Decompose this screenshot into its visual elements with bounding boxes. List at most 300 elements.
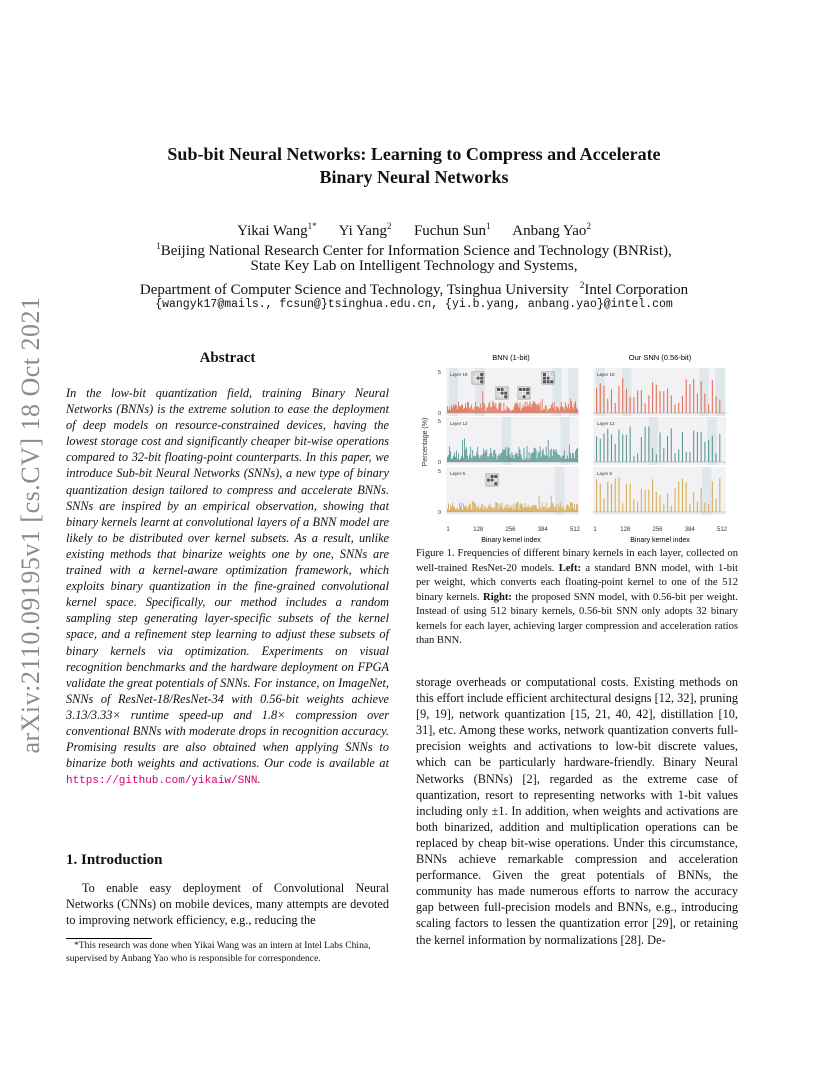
kernel-frequency-bar: [607, 482, 608, 512]
kernel-frequency-bar: [656, 492, 657, 512]
kernel-frequency-bar: [559, 507, 560, 512]
kernel-frequency-bar: [456, 451, 457, 462]
kernel-frequency-bar: [488, 456, 489, 462]
kernel-frequency-bar: [491, 407, 492, 413]
kernel-frequency-bar: [667, 493, 668, 512]
kernel-frequency-bar: [697, 501, 698, 512]
kernel-frequency-bar: [566, 505, 567, 512]
kernel-frequency-bar: [633, 397, 634, 413]
kernel-frequency-bar: [480, 455, 481, 462]
kernel-frequency-bar: [573, 409, 574, 413]
kernel-frequency-bar: [567, 455, 568, 462]
kernel-frequency-bar: [686, 452, 687, 462]
kernel-frequency-bar: [693, 431, 694, 462]
kernel-frequency-bar: [519, 407, 520, 413]
kernel-frequency-bar: [482, 504, 483, 512]
kernel-frequency-bar: [450, 505, 451, 512]
kernel-frequency-bar: [499, 456, 500, 462]
kernel-frequency-bar: [537, 404, 538, 413]
kernel-frequency-bar: [493, 509, 494, 512]
kernel-frequency-bar: [507, 508, 508, 512]
kernel-frequency-bar: [492, 457, 493, 462]
kernel-frequency-bar: [701, 432, 702, 462]
kernel-frequency-bar: [561, 458, 562, 462]
kernel-frequency-bar: [615, 444, 616, 462]
kernel-frequency-bar: [637, 390, 638, 413]
kernel-cell: [550, 373, 553, 376]
kernel-frequency-bar: [535, 448, 536, 462]
kernel-frequency-bar: [447, 457, 448, 462]
kernel-frequency-bar: [455, 509, 456, 512]
kernel-frequency-bar: [576, 407, 577, 413]
kernel-frequency-bar: [519, 509, 520, 512]
figure-caption: Figure 1. Frequencies of different binary kernels in each layer, collected on well-trained ResNet-20 models. Left: a standard BNN model, with 1-bit per weight, which converts each floating-point kernel to one of the 512 binary kernels. Right: the proposed SNN model, with 0.56-bit per weight. Instead of using 512 binary kernels, 0.56-bit SNN only adopts 32 binary kernels for each layer, achieving larger compression and acceleration ratios than BNN.: [416, 548, 739, 646]
kernel-frequency-bar: [495, 502, 496, 512]
x-tick-label: 512: [716, 527, 728, 533]
kernel-frequency-bar: [555, 452, 556, 462]
kernel-frequency-bar: [455, 457, 456, 462]
kernel-frequency-bar: [545, 508, 546, 512]
kernel-cell: [547, 380, 550, 383]
kernel-frequency-bar: [489, 504, 490, 512]
kernel-frequency-bar: [554, 508, 555, 512]
x-tick-label: 1: [446, 527, 450, 533]
kernel-frequency-bar: [464, 438, 465, 462]
kernel-frequency-bar: [697, 432, 698, 462]
kernel-frequency-bar: [456, 509, 457, 512]
kernel-frequency-bar: [552, 403, 553, 413]
kernel-frequency-bar: [489, 401, 490, 413]
kernel-frequency-bar: [618, 386, 619, 413]
kernel-frequency-bar: [543, 449, 544, 462]
kernel-cell: [526, 395, 529, 398]
kernel-frequency-bar: [573, 453, 574, 462]
kernel-frequency-bar: [484, 506, 485, 512]
kernel-frequency-bar: [531, 453, 532, 462]
kernel-frequency-bar: [508, 448, 509, 462]
kernel-frequency-bar: [523, 507, 524, 512]
kernel-frequency-bar: [535, 403, 536, 413]
kernel-frequency-bar: [474, 407, 475, 413]
kernel-cell: [501, 395, 504, 398]
kernel-frequency-bar: [541, 509, 542, 512]
kernel-frequency-bar: [719, 400, 720, 413]
author: Yikai Wang$^{1*}$: [237, 221, 317, 239]
kernel-frequency-bar: [508, 505, 509, 512]
kernel-frequency-bar: [615, 478, 616, 512]
x-tick-label: 256: [652, 527, 663, 533]
kernel-cell: [491, 479, 494, 482]
y-tick-label: 0: [438, 411, 442, 417]
kernel-frequency-bar: [495, 403, 496, 413]
kernel-frequency-bar: [600, 383, 601, 413]
kernel-frequency-bar: [689, 384, 690, 413]
kernel-frequency-bar: [603, 386, 604, 413]
kernel-frequency-bar: [532, 404, 533, 413]
kernel-frequency-bar: [450, 410, 451, 413]
layer-label: Layer 19: [450, 372, 468, 377]
kernel-frequency-bar: [540, 507, 541, 512]
kernel-frequency-bar: [526, 407, 527, 413]
kernel-frequency-bar: [463, 458, 464, 462]
kernel-frequency-bar: [545, 406, 546, 413]
kernel-cell: [494, 475, 497, 478]
x-tick-label: 1: [593, 527, 597, 533]
kernel-cell: [477, 377, 480, 380]
kernel-frequency-bar: [546, 447, 547, 462]
kernel-frequency-bar: [547, 411, 548, 413]
kernel-frequency-bar: [564, 510, 565, 512]
kernel-frequency-bar: [552, 503, 553, 512]
kernel-frequency-bar: [454, 406, 455, 413]
kernel-frequency-bar: [518, 405, 519, 413]
kernel-frequency-bar: [572, 453, 573, 462]
kernel-frequency-bar: [486, 450, 487, 462]
kernel-frequency-bar: [480, 508, 481, 512]
kernel-frequency-bar: [530, 401, 531, 413]
kernel-frequency-bar: [474, 455, 475, 462]
kernel-frequency-bar: [472, 450, 473, 462]
kernel-frequency-bar: [645, 403, 646, 413]
kernel-frequency-bar: [451, 405, 452, 413]
author: Fuchun Sun$^1$: [413, 221, 491, 239]
author: Yi Yang$^2$: [338, 221, 392, 239]
kernel-frequency-bar: [534, 448, 535, 462]
kernel-frequency-bar: [708, 404, 709, 413]
kernel-frequency-bar: [454, 453, 455, 462]
highlight-band: [560, 417, 569, 465]
kernel-frequency-bar: [493, 450, 494, 462]
kernel-frequency-bar: [447, 509, 448, 512]
kernel-frequency-bar: [607, 429, 608, 462]
kernel-frequency-bar: [454, 507, 455, 512]
kernel-frequency-bar: [618, 477, 619, 512]
kernel-frequency-bar: [556, 505, 557, 512]
kernel-frequency-bar: [491, 507, 492, 512]
kernel-frequency-bar: [461, 404, 462, 413]
kernel-frequency-bar: [524, 508, 525, 512]
right-panel-title: Our SNN (0.56-bit): [628, 353, 692, 362]
kernel-frequency-bar: [498, 404, 499, 413]
kernel-frequency-bar: [490, 448, 491, 462]
kernel-frequency-bar: [472, 501, 473, 512]
kernel-frequency-bar: [678, 482, 679, 512]
kernel-cell: [491, 475, 494, 478]
kernel-frequency-bar: [517, 402, 518, 413]
kernel-frequency-bar: [452, 503, 453, 512]
kernel-frequency-bar: [552, 456, 553, 462]
kernel-frequency-bar: [464, 507, 465, 512]
kernel-cell: [480, 380, 483, 383]
kernel-cell: [487, 482, 490, 485]
kernel-frequency-bar: [630, 397, 631, 413]
kernel-cell: [526, 392, 529, 395]
kernel-frequency-bar: [515, 403, 516, 413]
kernel-frequency-bar: [562, 456, 563, 462]
kernel-frequency-bar: [682, 479, 683, 512]
kernel-frequency-bar: [538, 403, 539, 413]
kernel-cell: [543, 377, 546, 380]
kernel-frequency-bar: [527, 507, 528, 512]
kernel-frequency-bar: [549, 457, 550, 462]
kernel-frequency-bar: [506, 504, 507, 512]
kernel-frequency-bar: [449, 446, 450, 462]
kernel-frequency-bar: [521, 454, 522, 462]
kernel-frequency-bar: [686, 482, 687, 512]
kernel-frequency-bar: [575, 451, 576, 462]
kernel-frequency-bar: [456, 405, 457, 413]
kernel-frequency-bar: [600, 439, 601, 462]
kernel-frequency-bar: [484, 453, 485, 462]
title-line-2: Binary Neural Networks: [319, 167, 509, 187]
kernel-frequency-bar: [557, 510, 558, 512]
kernel-frequency-bar: [603, 433, 604, 462]
kernel-frequency-bar: [553, 408, 554, 413]
kernel-frequency-bar: [574, 458, 575, 462]
kernel-frequency-bar: [528, 505, 529, 512]
kernel-frequency-bar: [473, 410, 474, 413]
y-tick-label: 5: [438, 469, 442, 475]
kernel-frequency-bar: [565, 510, 566, 512]
kernel-frequency-bar: [678, 403, 679, 413]
kernel-frequency-bar: [516, 404, 517, 413]
kernel-frequency-bar: [492, 508, 493, 512]
y-tick-label: 5: [438, 419, 442, 425]
kernel-frequency-bar: [522, 408, 523, 413]
kernel-frequency-bar: [496, 459, 497, 462]
kernel-frequency-bar: [510, 458, 511, 462]
kernel-frequency-bar: [525, 503, 526, 512]
kernel-frequency-bar: [480, 404, 481, 413]
kernel-frequency-bar: [523, 460, 524, 462]
kernel-frequency-bar: [558, 455, 559, 462]
kernel-frequency-bar: [674, 453, 675, 462]
kernel-frequency-bar: [476, 407, 477, 413]
kernel-frequency-bar: [471, 404, 472, 413]
kernel-frequency-bar: [465, 403, 466, 413]
kernel-frequency-bar: [536, 505, 537, 512]
kernel-frequency-bar: [520, 505, 521, 512]
kernel-frequency-bar: [464, 408, 465, 413]
kernel-frequency-bar: [529, 452, 530, 462]
kernel-frequency-bar: [571, 402, 572, 413]
kernel-frequency-bar: [497, 456, 498, 462]
kernel-frequency-bar: [519, 447, 520, 462]
kernel-frequency-bar: [712, 481, 713, 512]
kernel-frequency-bar: [530, 508, 531, 512]
kernel-frequency-bar: [460, 407, 461, 413]
kernel-cell: [501, 388, 504, 391]
kernel-cell: [473, 373, 476, 376]
kernel-frequency-bar: [652, 479, 653, 512]
kernel-cell: [504, 388, 507, 391]
kernel-frequency-bar: [511, 452, 512, 462]
kernel-frequency-bar: [483, 509, 484, 512]
kernel-frequency-bar: [488, 404, 489, 413]
kernel-frequency-bar: [674, 404, 675, 413]
kernel-frequency-bar: [569, 445, 570, 462]
x-tick-label: 512: [569, 527, 581, 533]
kernel-frequency-bar: [509, 455, 510, 462]
kernel-frequency-bar: [600, 484, 601, 512]
kernel-frequency-bar: [527, 402, 528, 413]
kernel-frequency-bar: [570, 502, 571, 512]
left-panel-title: BNN (1-bit): [492, 353, 530, 362]
kernel-frequency-bar: [719, 434, 720, 462]
affiliation-line-1: $^1$Beijing National Research Center for Information Science and Technology (BNRist),: [156, 241, 672, 259]
kernel-frequency-bar: [542, 451, 543, 462]
kernel-cell: [480, 373, 483, 376]
kernel-frequency-bar: [466, 407, 467, 413]
kernel-frequency-bar: [478, 505, 479, 512]
kernel-frequency-bar: [539, 496, 540, 512]
kernel-frequency-bar: [557, 407, 558, 413]
kernel-frequency-bar: [477, 407, 478, 413]
kernel-frequency-bar: [467, 456, 468, 462]
kernel-frequency-bar: [548, 409, 549, 413]
kernel-frequency-bar: [611, 434, 612, 462]
kernel-frequency-bar: [656, 454, 657, 462]
kernel-frequency-bar: [576, 504, 577, 512]
kernel-frequency-bar: [515, 509, 516, 512]
kernel-frequency-bar: [524, 407, 525, 413]
kernel-frequency-bar: [568, 404, 569, 413]
kernel-frequency-bar: [596, 436, 597, 462]
kernel-frequency-bar: [626, 389, 627, 413]
kernel-frequency-bar: [479, 408, 480, 413]
kernel-frequency-bar: [547, 456, 548, 462]
kernel-frequency-bar: [505, 508, 506, 512]
kernel-frequency-bar: [559, 410, 560, 413]
layer-label: Layer 19: [597, 372, 615, 377]
kernel-cell: [543, 373, 546, 376]
kernel-frequency-bar: [667, 389, 668, 413]
kernel-frequency-bar: [532, 453, 533, 462]
kernel-frequency-bar: [559, 455, 560, 462]
kernel-cell: [519, 388, 522, 391]
kernel-frequency-bar: [667, 436, 668, 462]
kernel-frequency-bar: [708, 440, 709, 462]
kernel-frequency-bar: [463, 409, 464, 413]
kernel-cell: [494, 482, 497, 485]
kernel-frequency-bar: [522, 504, 523, 512]
kernel-frequency-bar: [479, 509, 480, 512]
kernel-frequency-bar: [540, 402, 541, 413]
kernel-frequency-bar: [555, 506, 556, 512]
kernel-frequency-bar: [514, 459, 515, 462]
kernel-frequency-bar: [571, 458, 572, 462]
code-link[interactable]: https://github.com/yikaiw/SNN: [66, 775, 258, 788]
kernel-cell: [523, 395, 526, 398]
kernel-frequency-bar: [570, 399, 571, 413]
kernel-frequency-bar: [494, 450, 495, 462]
kernel-frequency-bar: [508, 408, 509, 413]
kernel-frequency-bar: [572, 407, 573, 413]
kernel-cell: [477, 380, 480, 383]
kernel-frequency-bar: [561, 402, 562, 413]
kernel-frequency-bar: [537, 508, 538, 512]
kernel-frequency-bar: [553, 449, 554, 462]
kernel-frequency-bar: [477, 447, 478, 462]
kernel-frequency-bar: [551, 405, 552, 413]
kernel-frequency-bar: [689, 452, 690, 462]
kernel-frequency-bar: [539, 452, 540, 462]
kernel-frequency-bar: [660, 432, 661, 462]
abstract-body: In the low-bit quantization field, training Binary Neural Networks (BNNs) is the extreme solution to ease the deployment of deep models on resource-constrained devices, having the lowest storage cost and significantly cheaper bit-wise operations compared to 32-bit floating-point counterparts. In this paper, we introduce Sub-bit Neural Networks (SNNs), a new type of binary quantization design tailored to compress and accelerate BNNs. SNNs are inspired by an empirical observation, showing that binary kernels learnt at convolutional layers of a BNN model are likely to be distributed over kernel subsets. As a result, unlike existing methods that binarize weights one by one, SNNs are trained with a kernel-aware optimization framework, which exploits binary quantization in the fine-grained convolutional kernel space. Specifically, our method includes a random sampling step generating layer-specific subsets of the kernel space, and a refinement step learning to adjust these subsets of binary kernels via optimization. Experiments on visual recognition benchmarks and the hardware deployment on FPGA validate the great potentials of SNNs. For instance, on ImageNet, SNNs of ResNet-18/ResNet-34 with 0.56-bit weights achieve 3.13/3.33× runtime speed-up and 1.8× compression over conventional BNNs with moderate drops in recognition accuracy. Promising results are also obtained when applying SNNs to binarize both weights and activations. Our code is available at https://github.com/yikaiw/SNN.: [66, 386, 389, 788]
kernel-frequency-bar: [503, 450, 504, 462]
kernel-frequency-bar: [554, 402, 555, 413]
kernel-frequency-bar: [548, 440, 549, 462]
kernel-frequency-bar: [528, 406, 529, 413]
y-tick-label: 0: [438, 510, 442, 516]
kernel-frequency-bar: [507, 407, 508, 413]
kernel-frequency-bar: [611, 484, 612, 512]
kernel-frequency-bar: [633, 456, 634, 462]
kernel-cell: [550, 380, 553, 383]
kernel-frequency-bar: [455, 404, 456, 413]
kernel-frequency-bar: [630, 484, 631, 512]
kernel-frequency-bar: [536, 450, 537, 462]
kernel-frequency-bar: [526, 507, 527, 512]
kernel-frequency-bar: [461, 456, 462, 462]
kernel-frequency-bar: [513, 410, 514, 413]
kernel-frequency-bar: [483, 449, 484, 462]
kernel-frequency-bar: [656, 385, 657, 413]
kernel-frequency-bar: [447, 406, 448, 413]
intro-paragraph: To enable easy deployment of Convolutional Neural Networks (CNNs) on mobile devices, many attempts are devoted to improving network efficiency, e.g., reducing the: [66, 881, 389, 928]
kernel-frequency-bar: [483, 402, 484, 413]
kernel-frequency-bar: [500, 453, 501, 462]
kernel-frequency-bar: [544, 409, 545, 413]
kernel-frequency-bar: [693, 492, 694, 512]
kernel-frequency-bar: [482, 391, 483, 413]
kernel-frequency-bar: [564, 410, 565, 413]
kernel-frequency-bar: [481, 408, 482, 413]
kernel-frequency-bar: [641, 390, 642, 413]
kernel-frequency-bar: [529, 404, 530, 413]
kernel-frequency-bar: [544, 506, 545, 512]
kernel-frequency-bar: [566, 459, 567, 462]
kernel-cell: [519, 392, 522, 395]
kernel-frequency-bar: [511, 505, 512, 512]
kernel-frequency-bar: [516, 504, 517, 512]
kernel-cell: [526, 388, 529, 391]
kernel-frequency-bar: [543, 507, 544, 512]
kernel-frequency-bar: [565, 402, 566, 413]
kernel-frequency-bar: [563, 455, 564, 462]
kernel-frequency-bar: [560, 503, 561, 512]
kernel-frequency-bar: [451, 508, 452, 512]
kernel-frequency-bar: [506, 406, 507, 413]
y-tick-label: 0: [438, 460, 442, 466]
kernel-frequency-bar: [535, 505, 536, 512]
kernel-cell: [523, 392, 526, 395]
kernel-frequency-bar: [660, 391, 661, 413]
kernel-frequency-bar: [488, 506, 489, 512]
kernel-frequency-bar: [474, 503, 475, 512]
kernel-frequency-bar: [704, 394, 705, 413]
kernel-frequency-bar: [472, 409, 473, 413]
kernel-frequency-bar: [459, 406, 460, 413]
kernel-frequency-bar: [513, 510, 514, 512]
kernel-frequency-bar: [485, 411, 486, 413]
kernel-frequency-bar: [517, 502, 518, 512]
kernel-frequency-bar: [563, 407, 564, 413]
kernel-frequency-bar: [466, 507, 467, 512]
kernel-frequency-bar: [561, 508, 562, 512]
kernel-frequency-chart: [414, 350, 740, 546]
kernel-frequency-bar: [449, 510, 450, 512]
